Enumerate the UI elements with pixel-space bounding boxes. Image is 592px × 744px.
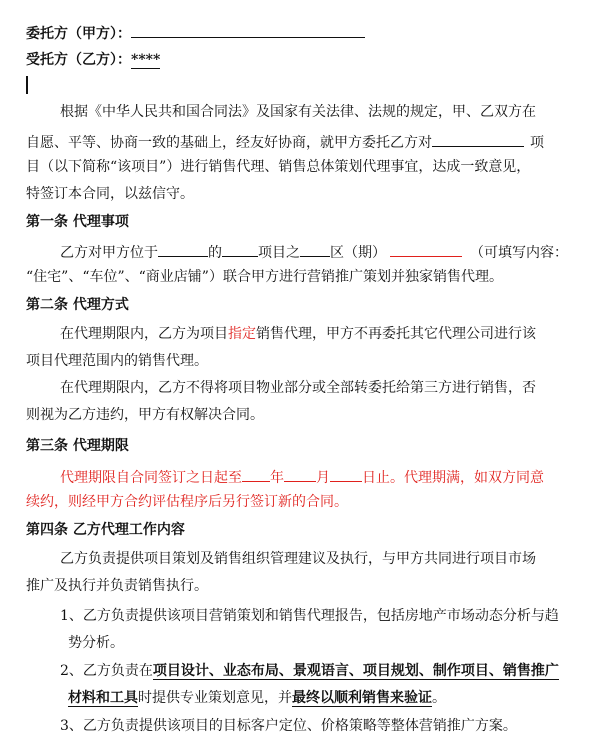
- preamble-line-2: [26, 130, 592, 153]
- art2-text-b: 销售代理，甲方不再委托其它代理公司进行该: [256, 326, 536, 342]
- article-3-line-1: [60, 465, 592, 488]
- article-4-intro-2: 推广及执行并负责销售执行。: [26, 578, 208, 594]
- item-1-number: 1、: [60, 608, 83, 624]
- preamble-line-1: 根据《中华人民共和国合同法》及国家有关法律、法规的规定，甲、乙双方在: [60, 104, 536, 120]
- agent-label: 受托方（乙方）：: [26, 52, 131, 68]
- content-blank[interactable]: [390, 240, 462, 257]
- item-1-text: 乙方负责提供该项目营销策划和销售代理报告，包括房地产市场动态分析与趋: [82, 608, 559, 624]
- article-4-item-1-cont: 势分析。: [68, 635, 124, 651]
- article-4-item-1: [60, 606, 592, 626]
- item-2-text-d: 。: [432, 690, 446, 706]
- project-name-blank[interactable]: [222, 240, 258, 257]
- principal-row: [26, 21, 592, 44]
- article-4-item-3: [60, 716, 592, 736]
- designated-text: 指定: [228, 326, 256, 342]
- item-2-text-c: 时提供专业策划意见，并: [138, 690, 292, 706]
- item-3-text: 乙方负责提供该项目的目标客户定位、价格策略等整体营销推广方案。: [82, 718, 517, 734]
- preamble-line-2-end: 项: [530, 135, 544, 151]
- preamble-line-2-text: 自愿、平等、协商一致的基础上，经友好协商，就甲方委托乙方对: [26, 135, 432, 151]
- item-2-bold-list: 项目设计、业态布局、景观语言、项目规划、制作项目、销售推广: [152, 663, 559, 679]
- principal-blank[interactable]: [131, 21, 365, 38]
- article-1-title: 第一条 代理事项: [26, 214, 129, 230]
- art1-text-b: 的: [208, 245, 222, 261]
- article-2-line-2: 项目代理范围内的销售代理。: [26, 353, 208, 369]
- article-3-title: 第三条 代理期限: [26, 438, 129, 454]
- article-2-line-4: 则视为乙方违约，甲方有权解决合同。: [26, 407, 264, 423]
- art1-text-c: 项目之: [258, 245, 300, 261]
- item-2-number: 2、: [60, 663, 83, 679]
- item-3-number: 3、: [60, 718, 83, 734]
- article-2-line-3: 在代理期限内，乙方不得将项目物业部分或全部转委托给第三方进行销售，否: [60, 380, 536, 396]
- project-blank[interactable]: [432, 130, 524, 147]
- article-2-title: 第二条 代理方式: [26, 297, 129, 313]
- art3-text-d: 日止。代理期满，如双方同意: [362, 470, 544, 486]
- article-2-line-1: [60, 324, 592, 344]
- year-blank[interactable]: [242, 465, 270, 482]
- article-4-title: 第四条 乙方代理工作内容: [26, 522, 185, 538]
- location-blank[interactable]: [158, 240, 208, 257]
- text-cursor: [26, 76, 28, 94]
- zone-blank[interactable]: [300, 240, 330, 257]
- preamble-line-4: 特签订本合同，以兹信守。: [26, 186, 194, 202]
- article-4-item-2: [60, 661, 592, 681]
- art2-text-a: 在代理期限内，乙方为项目: [60, 326, 228, 342]
- art3-text-c: 月: [316, 470, 330, 486]
- principal-label: 委托方（甲方）：: [26, 26, 131, 42]
- art1-text-d: 区（期）: [330, 245, 386, 261]
- art3-text-a: 代理期限自合同签订之日起至: [60, 470, 242, 486]
- agent-row: [26, 50, 592, 70]
- preamble-line-3: 目（以下简称“该项目”）进行销售代理、销售总体策划代理事宜，达成一致意见，: [26, 159, 531, 175]
- article-4-intro-1: 乙方负责提供项目策划及销售组织管理建议及执行，与甲方共同进行项目市场: [60, 551, 536, 567]
- art1-text-e: （可填写内容：: [470, 245, 568, 261]
- article-3-line-2: 续约，则经甲方合约评估程序后另行签订新的合同。: [26, 494, 348, 510]
- article-1-line-2: “住宅”、“车位”、“商业店铺”）联合甲方进行营销推广策划并独家销售代理。: [26, 269, 503, 285]
- item-2-bold-materials: 材料和工具: [68, 690, 138, 706]
- item-2-text-a: 乙方负责在: [82, 663, 153, 679]
- art1-text-a: 乙方对甲方位于: [60, 245, 158, 261]
- article-4-item-2-cont: [68, 688, 592, 708]
- article-1-line-1: [60, 240, 592, 263]
- day-blank[interactable]: [330, 465, 362, 482]
- agent-value[interactable]: ****: [131, 52, 161, 68]
- art3-text-b: 年: [270, 470, 284, 486]
- item-2-bold-verify: 最终以顺利销售来验证: [292, 690, 432, 706]
- month-blank[interactable]: [284, 465, 316, 482]
